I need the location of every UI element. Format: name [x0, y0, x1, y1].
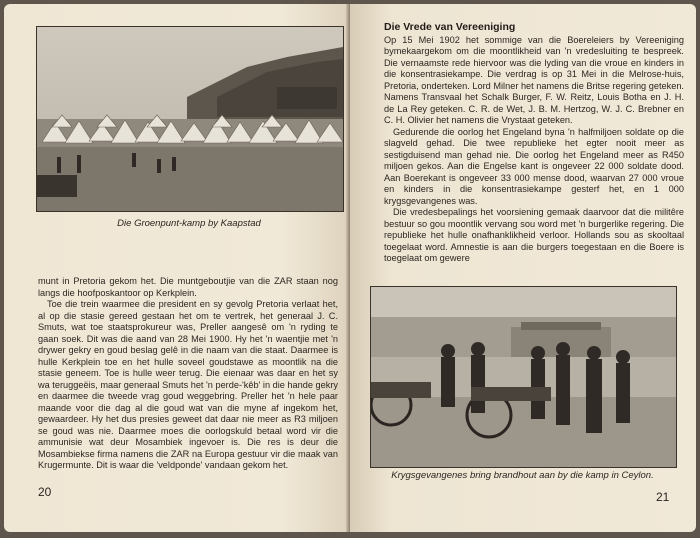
- right-paragraph: Die vredesbepalings het voorsiening gemaak daarvoor dat die militêre bestuur so gou moontlik vervang sou word met 'n burgerlike regering. Die republieke het hulle onafhanklikheid verloor. Hollands sou as skooltaal toegelaat word. Amnestie is aan die burgers toegestaan en die Boere is toegelaat om gewere: [384, 207, 684, 263]
- left-photo-caption: Die Groenpunt-kamp by Kaapstad: [117, 218, 261, 229]
- left-paragraph: munt in Pretoria gekom het. Die muntgeboutjie van die ZAR staan nog langs die hoofposkantoor op Kerkplein.: [38, 276, 338, 298]
- camp-photo: [36, 26, 344, 212]
- left-page: [4, 4, 350, 532]
- right-photo-caption: Krygsgevangenes bring brandhout aan by die kamp in Ceylon.: [391, 470, 654, 481]
- left-paragraph: Toe die trein waarmee die president en sy gevolg Pretoria verlaat het, al op die stasie gereed gestaan het om te vertrek, het generaal J. C. Smuts, wat toe staatsprokureur was, Preller aangesê om 'n ryding te gaan soek. Dit was die aand van 28 Mei 1900. Hy het 'n waentjie met 'n drywer gekry en goud beslag gelê in die naam van die staat. Daarmee is hulle Kerkplein toe en het hulle soveel goudstawe as moontlik na die stasie geneem. Toe is hulle weer terug. Die eienaar was daar en het sy wa teruggeëis, maar generaal Smuts het 'n perde-'kêb' in die hande gekry en daarmee die tweede vrag goud weggebring. Preller het 'n hele paar maande voor die dag al die goud wat van die myne af ingekom het, gewaardeer. Hy het dus presies geweet dat daar nie meer as R3 miljoen se goud was nie. Daarmee moes die oorlogskuld betaal word vir die ammunisie wat deur Mosambiek ingevoer is. Die res is deur die Mosambiekse firma namens die ZAR na Europa gestuur vir die maak van Krugermunte. Dit is waar die 'veldponde' vandaan gekom het.: [38, 299, 338, 470]
- left-body-text: [38, 276, 338, 472]
- page-number-right: 21: [656, 490, 670, 504]
- right-page: [350, 4, 696, 532]
- right-paragraph: Op 15 Mei 1902 het sommige van die Boereleiers by Vereeniging bymekaargekom om die moontlikheid van 'n vredesluiting te bespreek. Die vernaamste rede hiervoor was die lyding van die vroue en kinders in die konsentrasiekampe. Die verdrag is op 31 Mei in die Melrose-huis, Pretoria, onderteken. Lord Milner het namens die Britse regering geteken. Namens Transvaal het Schalk Burger, F. W. Reitz, Louis Botha en J. H. de La Rey geteken. C. R. de Wet, J. B. M. Hertzog, W. J. C. Brebner en C. H. Olivier het namens die Vrystaat geteken.: [384, 34, 684, 125]
- prisoners-photo: [370, 286, 677, 468]
- prisoners-photo-image: [371, 287, 676, 467]
- page-number-left: 20: [38, 485, 52, 499]
- right-paragraph: Gedurende die oorlog het Engeland byna 'n halfmiljoen soldate op die slagveld gehad. Die twee republieke het egter nooit meer as sestigduisend man gehad nie. Die oorlog het Engeland meer as R450 miljoen gekos. Aan die Engelse kant is ongeveer 22 000 soldate dood. Aan Boerekant is ongeveer 33 000 mense dood, waarvan 27 000 vroue en kinders in die konsentrasiekampe gesterf het, en 1 000 krygsgevangenes was.: [384, 126, 684, 206]
- right-body-text: [384, 22, 684, 265]
- camp-photo-image: [37, 27, 343, 211]
- section-heading: Die Vrede van Vereeniging: [384, 21, 516, 33]
